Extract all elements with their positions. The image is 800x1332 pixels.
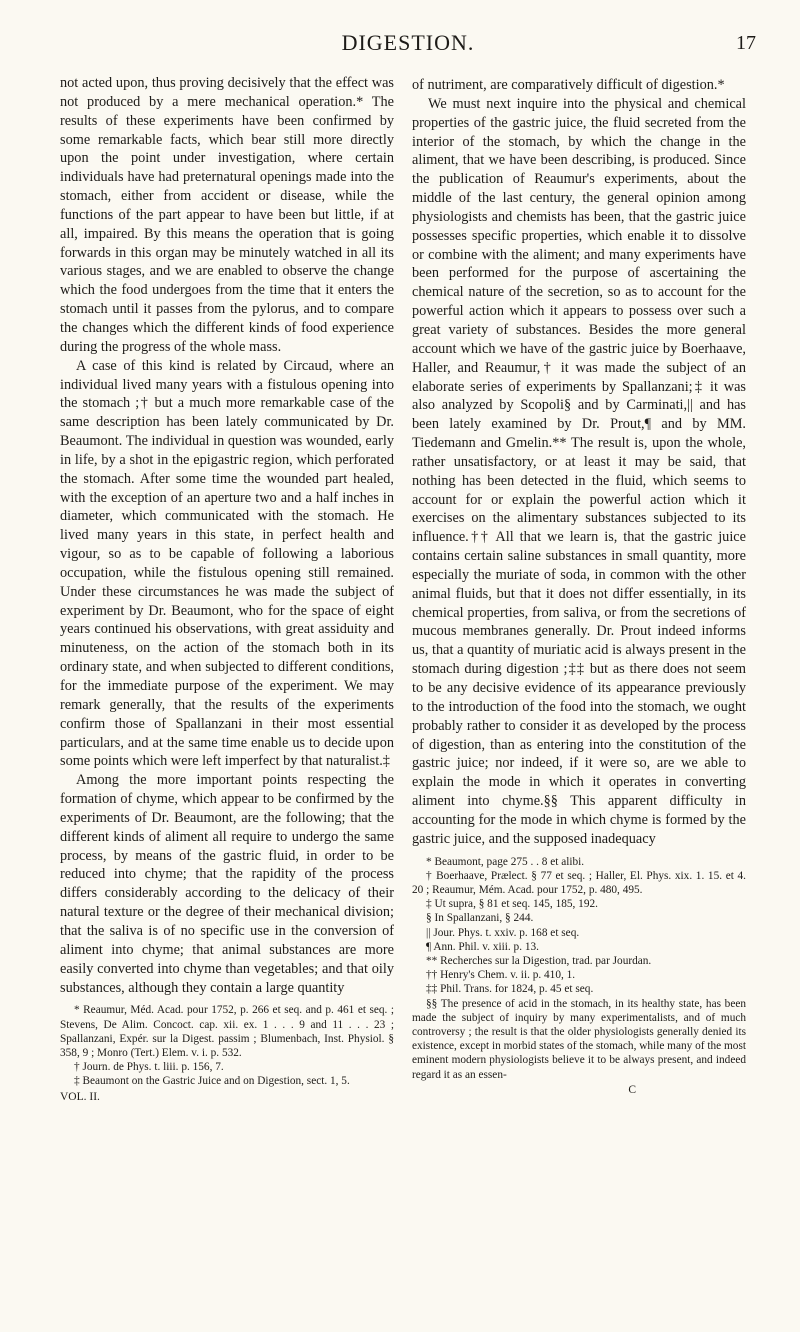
footnote: * Reaumur, Méd. Acad. pour 1752, p. 266 et seq. and p. 461 et seq. ; Stevens, De Alim. Concoct. cap. xii. ex. 1 . . . 9 and 11 . . . 23 ; Spallanzani, Expér. sur la Digest. passim ; Blumenbach, Inst. Physiol. § 358, 9 ; Monro (Tert.) Elem. v. i. p. 532. bbox=[60, 1004, 394, 1059]
footnote: * Beaumont, page 275 . . 8 et alibi. bbox=[426, 855, 585, 868]
body-paragraph: A case of this kind is related by Circaud, where an individual lived many years with a fistulous opening into the stomach ;† but a much more remarkable case of the same description has been lately communicated by Dr. Beaumont. The individual in question was wounded, early in life, by a shot in the epigastric region, which perforated the stomach. After some time the wounded part healed, with the exception of an aperture two and a half inches in diameter, which communicated with the stomach. He lived many years in this state, in perfect health and vigour, so as to be capable of following a laborious occupation, while the fistulous opening still remained. Under these circumstances he was made the subject of experiment by Dr. Beaumont, who for the space of eight years continued his observations, with great assiduity and minuteness, on the action of the stomach both in its ordinary state, and when subjected to different conditions, for the immediate purpose of the experiment. We may remark generally, that the results of the experiments confirm those of Spallanzani in their most essential particulars, and at the same time enable us to decide upon some points which were left imperfect by that naturalist.‡ bbox=[60, 357, 394, 770]
volume-signature: VOL. II. bbox=[60, 1090, 100, 1103]
page-number: 17 bbox=[736, 32, 756, 54]
body-paragraph: We must next inquire into the physical and chemical properties of the gastric juice, the fluid secreted from the interior of the stomach, by which the change in the aliment, that we have been describing, is produced. Since the publication of Reaumur's experiments, about the middle of the last century, the general opinion among physiologists and chemists has been, that the gastric juice possesses specific properties, which enable it to dissolve or combine with the aliment; and many experiments have been performed for the purpose of ascertaining the chemical nature of the secretion, so as to account for the powerful action which it appears to possess over such a great variety of substances. Besides the more general account which we have of the gastric juice by Boerhaave, Haller, and Reaumur,† it was made the subject of an elaborate series of experiments by Spallanzani;‡ it was also analyzed by Scopoli§ and by Carminati,|| and has been lately examined by Dr. Prout,¶ and by MM. Tiedemann and Gmelin.** The result is, upon the whole, rather unsatisfactory, or at least it may be said, that nothing has been detected in the fluid, which seems to account for or explain the powerful action which it exercises on the alimentary substances subjected to its influence.†† All that we learn is, that the gastric juice contains certain saline substances in small quantity, more especially the muriate of soda, in common with the other animal fluids, but that it does not differ essentially, in its chemical properties, from saliva, or from the secretions of mucous membranes generally. Dr. Prout indeed informs us, that a quantity of muriatic acid is always present in the stomach during digestion ;‡‡ but as there does not seem to be any decisive evidence of its appearance previously to the introduction of the food into the stomach, we ought probably rather to consider it as developed by the process of digestion, than as entering into the constitution of the gastric juice; nor indeed, if it were so, are we able to explain the mode in which it operates in converting aliment into chyme.§§ This apparent difficulty in accounting for the mode in which chyme is formed by the gastric juice, and the supposed inadequacy bbox=[412, 95, 746, 847]
footnote: ‡ Beaumont on the Gastric Juice and on Digestion, sect. 1, 5. bbox=[74, 1075, 350, 1088]
footnote: ‡ Ut supra, § 81 et seq. 145, 185, 192. bbox=[426, 898, 598, 911]
footnotes bbox=[412, 855, 746, 1082]
signature-line bbox=[412, 1083, 746, 1097]
page-header bbox=[60, 30, 756, 60]
body-paragraph: not acted upon, thus proving decisively that the effect was not produced by a mere mechanical operation.* The results of these experiments have been confirmed by some remarkable facts, which bear still more directly upon the point under investigation, where certain individuals have had preternatural openings made into the stomach, either from accident or disease, while the functions of the part appear to have been but little, if at all, impaired. By this means the operation that is going forwards in this organ may be minutely watched in all its various stages, and we are enabled to observe the change which the food undergoes from the time that it enters the stomach until it passes from the pylorus, and to compare the changes which the different kinds of food experience during the progress of the whole mass. bbox=[60, 75, 394, 355]
body-paragraph: of nutriment, are comparatively difficult of digestion.* bbox=[412, 77, 725, 93]
footnote: || Jour. Phys. t. xxiv. p. 168 et seq. bbox=[426, 926, 580, 939]
footnote: †† Henry's Chem. v. ii. p. 410, 1. bbox=[426, 969, 576, 982]
footnote: §§ The presence of acid in the stomach, in its healthy state, has been made the subject of inquiry by many experimentalists, and of much controversy ; the result is that the older physiologists generally denied its existence, except in morbid states of the stomach, while many of the most eminent modern physiologists believe it to be always present, and indeed regard it as an essen- bbox=[412, 997, 746, 1081]
footnote: ** Recherches sur la Digestion, trad. par Jourdan. bbox=[426, 955, 652, 968]
running-title: DIGESTION. bbox=[341, 30, 475, 55]
footnote: ‡‡ Phil. Trans. for 1824, p. 45 et seq. bbox=[426, 983, 594, 996]
left-column bbox=[60, 74, 394, 1104]
footnote: † Journ. de Phys. t. liii. p. 156, 7. bbox=[74, 1061, 224, 1074]
signature-line bbox=[60, 1090, 394, 1104]
footnote: † Boerhaave, Prælect. § 77 et seq. ; Haller, El. Phys. xix. 1. 15. et 4. 20 ; Reaumur, Mém. Acad. pour 1752, p. 480, 495. bbox=[412, 869, 746, 896]
right-column bbox=[412, 76, 746, 1097]
gathering-signature: C bbox=[628, 1083, 636, 1096]
footnote: ¶ Ann. Phil. v. xiii. p. 13. bbox=[426, 940, 539, 953]
footnotes bbox=[60, 1003, 394, 1088]
body-paragraph: Among the more important points respecting the formation of chyme, which appear to be confirmed by the experiments of Dr. Beaumont, are the following; that the different kinds of aliment all require to undergo the same process, by means of the gastric fluid, in order to be reduced into chyme; that the rapidity of the process differs considerably according to the delicacy of their natural texture or the degree of their mechanical division; that the saliva is of no specific use in the conversion of aliment into chyme; that animal substances are more easily converted into chyme than vegetables; and that oily substances, although they contain a large quantity bbox=[60, 772, 394, 996]
footnote: § In Spallanzani, § 244. bbox=[426, 912, 534, 925]
